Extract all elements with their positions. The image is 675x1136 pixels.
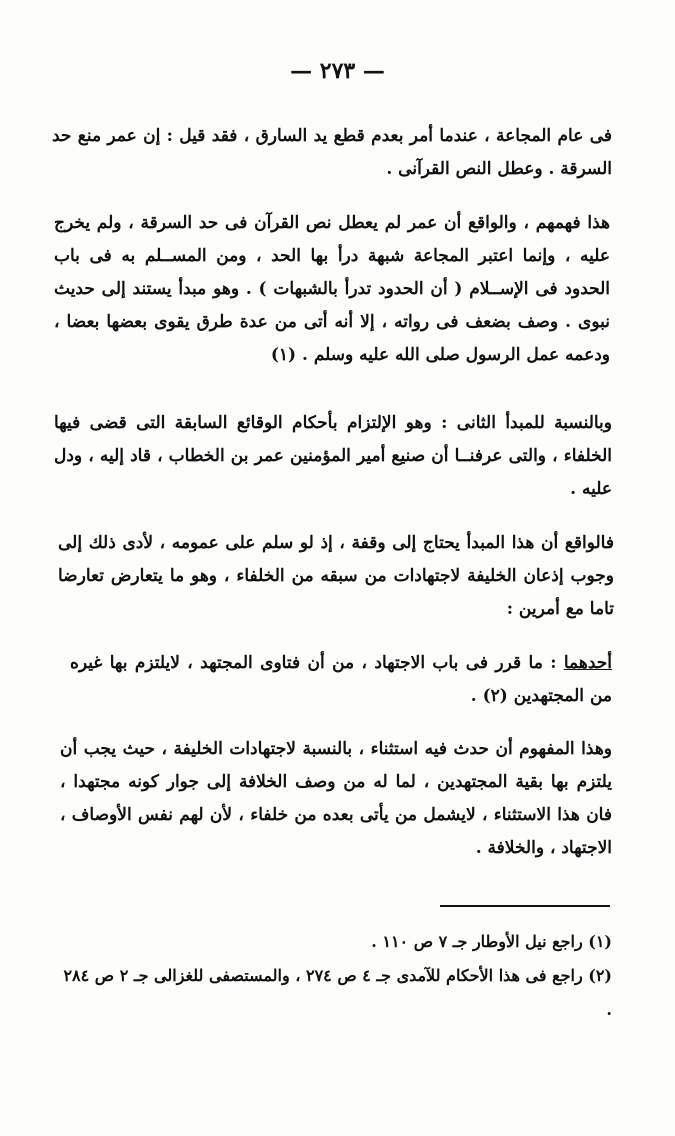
footnotes xyxy=(60,925,612,1027)
paragraph-principle-pause: فالواقع أن هذا المبدأ يحتاج إلى وقفة ، إذ لو سلم على عمومه ، لأدى ذلك إلى وجوب إذعان الخليفة لاجتهادات من سبقه من الخلفاء ، وهو ما يتعارض تعارضا تاما مع أمرين : xyxy=(58,533,614,619)
footnote-divider xyxy=(440,905,610,907)
paragraph-second-principle: وبالنسبة للمبدأ الثانى : وهو الإلتزام بأحكام الوقائع السابقة التى قضى فيها الخلفاء ، والتى عرفنــا أن صنيع أمير المؤمنين عمر بن الخطاب ، قاد إليه ، ودل عليه . xyxy=(54,413,612,499)
page-number: — ٢٧٣ — xyxy=(290,58,385,84)
first-matter-label: أحدهما xyxy=(563,653,612,673)
footnote-2: (٢) راجع فى هذا الأحكام للآمدى جـ ٤ ص ٢٧٤ ، والمستصفى للغزالى جـ ٢ ص ٢٨٤ . xyxy=(63,966,612,1019)
paragraph-exception-concept: وهذا المفهوم أن حدث فيه استثناء ، بالنسبة لاجتهادات الخليفة ، حيث يجب أن يلتزم بها بقية المجتهدين ، لما له من وصف الخلافة إلى جوار كونه مجتهدا ، فان هذا الاستثناء ، لايشمل من يأتى بعده من خلفاء ، لأن لهم نفس الأوصاف ، الاجتهاد ، والخلافة . xyxy=(60,739,612,858)
paragraph-their-understanding: هذا فهمهم ، والواقع أن عمر لم يعطل نص القرآن فى حد السرقة ، ولم يخرج عليه ، وإنما اعتبر المجاعة شبهة درأ بها الحد ، ومن المســلم به فى باب الحدود فى الإســلام ( أن الحدود تدرأ بالشبهات ) . وهو مبدأ يستند إلى حديث نبوى . وصف بضعف فى رواته ، إلا أنه أتى من عدة طرق يقوى بعضها بعضا ، ودعمه عمل الرسول صلى الله عليه وسلم . (١) xyxy=(54,213,610,365)
footnote-1: (١) راجع نيل الأوطار جـ ٧ ص ١١٠ . xyxy=(371,932,612,951)
first-matter-text: : ما قرر فى باب الاجتهاد ، من أن فتاوى المجتهد ، لايلتزم بها غيره من المجتهدين (٢) . xyxy=(70,653,612,706)
paragraph-famine-year: فى عام المجاعة ، عندما أمر بعدم قطع يد السارق ، فقد قيل : إن عمر منع حد السرقة . وعطل النص القرآنى . xyxy=(52,126,612,179)
paragraph-first-matter xyxy=(70,647,612,713)
